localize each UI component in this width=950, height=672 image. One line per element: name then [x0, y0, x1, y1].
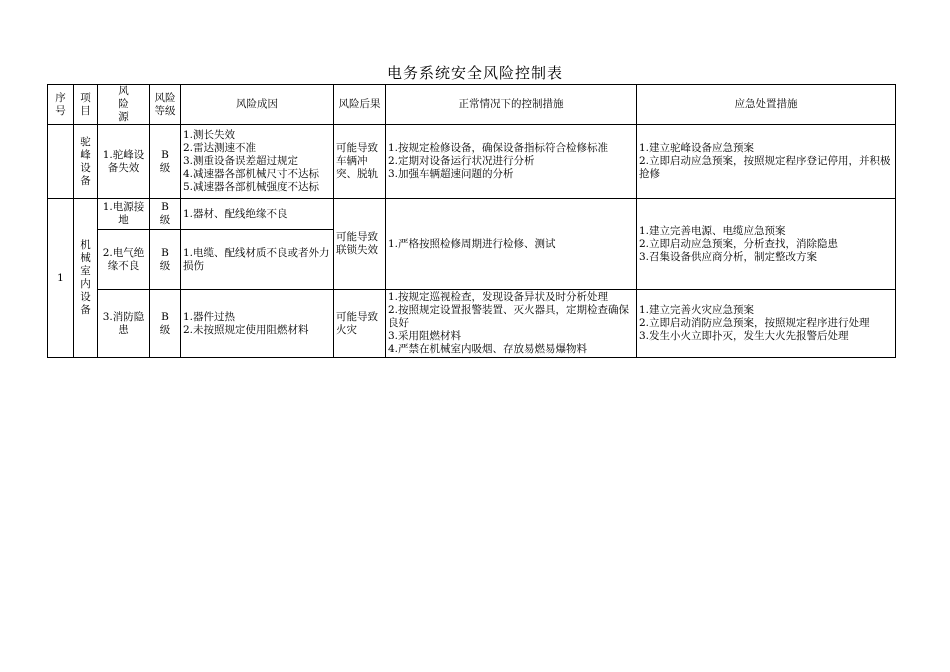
level-cell: B级	[150, 199, 181, 230]
cause-line: 2.雷达测速不准	[183, 142, 257, 154]
control-line: 4.严禁在机械室内吸烟、存放易燃易爆物料	[388, 343, 588, 355]
cause-cell: 1.器材、配线绝缘不良	[181, 199, 334, 230]
cause-cell	[181, 125, 334, 199]
cause-cell: 1.电缆、配线材质不良或者外力损伤	[181, 230, 334, 290]
level-cell: B级	[150, 125, 181, 199]
emergency-line: 1.建立完善火灾应急预案	[639, 304, 755, 316]
header-control: 正常情况下的控制措施	[386, 85, 637, 125]
cause-cell	[181, 290, 334, 358]
header-cause: 风险成因	[181, 85, 334, 125]
emergency-line: 3.发生小火立即扑灭，发生大火先报警后处理	[639, 330, 849, 342]
item-cell: 驼峰设备	[74, 125, 98, 199]
source-cell: 2.电气绝缘不良	[98, 230, 150, 290]
emergency-line: 2.立即启动应急预案，按照规定程序登记停用，并积极抢修	[639, 155, 891, 180]
cause-line: 1.测长失效	[183, 129, 236, 141]
emergency-cell	[637, 290, 896, 358]
consequence-cell: 可能导致联锁失效	[334, 199, 386, 290]
control-line: 2.定期对设备运行状况进行分析	[388, 155, 535, 167]
cause-line: 3.测重设备误差超过规定	[183, 155, 299, 167]
control-cell	[386, 125, 637, 199]
emergency-line: 2.立即启动消防应急预案，按照规定程序进行处理	[639, 317, 870, 329]
level-cell: B级	[150, 290, 181, 358]
consequence-cell: 可能导致火灾	[334, 290, 386, 358]
table-row	[48, 199, 896, 230]
control-line: 1.按规定巡视检查，发现设备异状及时分析处理	[388, 291, 609, 303]
source-cell: 1.电源接地	[98, 199, 150, 230]
header-row	[48, 85, 896, 125]
cause-line: 2.未按照规定使用阻燃材料	[183, 323, 309, 336]
header-seq: 序号	[48, 85, 74, 125]
header-consequence: 风险后果	[334, 85, 386, 125]
control-line: 1.按规定检修设备，确保设备指标符合检修标准	[388, 142, 609, 154]
emergency-cell	[637, 125, 896, 199]
cause-line: 5.减速器各部机械强度不达标	[183, 181, 320, 193]
header-source: 风险源	[98, 85, 150, 125]
consequence-cell: 可能导致车辆冲突、脱轨	[334, 125, 386, 199]
item-cell: 机械室内设备	[74, 199, 98, 358]
table-row	[48, 125, 896, 199]
control-cell: 1.严格按照检修周期进行检修、测试	[386, 199, 637, 290]
source-cell: 3.消防隐患	[98, 290, 150, 358]
level-cell: B级	[150, 230, 181, 290]
seq-cell	[48, 125, 74, 199]
source-cell: 1.驼峰设备失效	[98, 125, 150, 199]
emergency-line: 1.建立驼峰设备应急预案	[639, 142, 755, 154]
page-title: 电务系统安全风险控制表	[386, 64, 563, 82]
emergency-line: 2.立即启动应急预案，分析查找，消除隐患	[639, 237, 839, 250]
header-item: 项目	[74, 85, 98, 125]
seq-cell: 1	[48, 199, 74, 358]
control-line: 3.加强车辆超速问题的分析	[388, 168, 514, 180]
header-level: 风险等级	[150, 85, 181, 125]
cause-line: 1.器件过热	[183, 310, 236, 323]
emergency-line: 3.召集设备供应商分析，制定整改方案	[639, 250, 818, 263]
control-cell	[386, 290, 637, 358]
emergency-cell	[637, 199, 896, 290]
table-row	[48, 290, 896, 358]
cause-line: 4.减速器各部机械尺寸不达标	[183, 168, 320, 180]
risk-control-table	[47, 84, 896, 358]
emergency-line: 1.建立完善电源、电缆应急预案	[639, 224, 786, 237]
control-line: 2.按照规定设置报警装置、灭火器具，定期检查确保良好	[388, 304, 630, 329]
control-line: 3.采用阻燃材料	[388, 330, 462, 342]
header-emergency: 应急处置措施	[637, 85, 896, 125]
